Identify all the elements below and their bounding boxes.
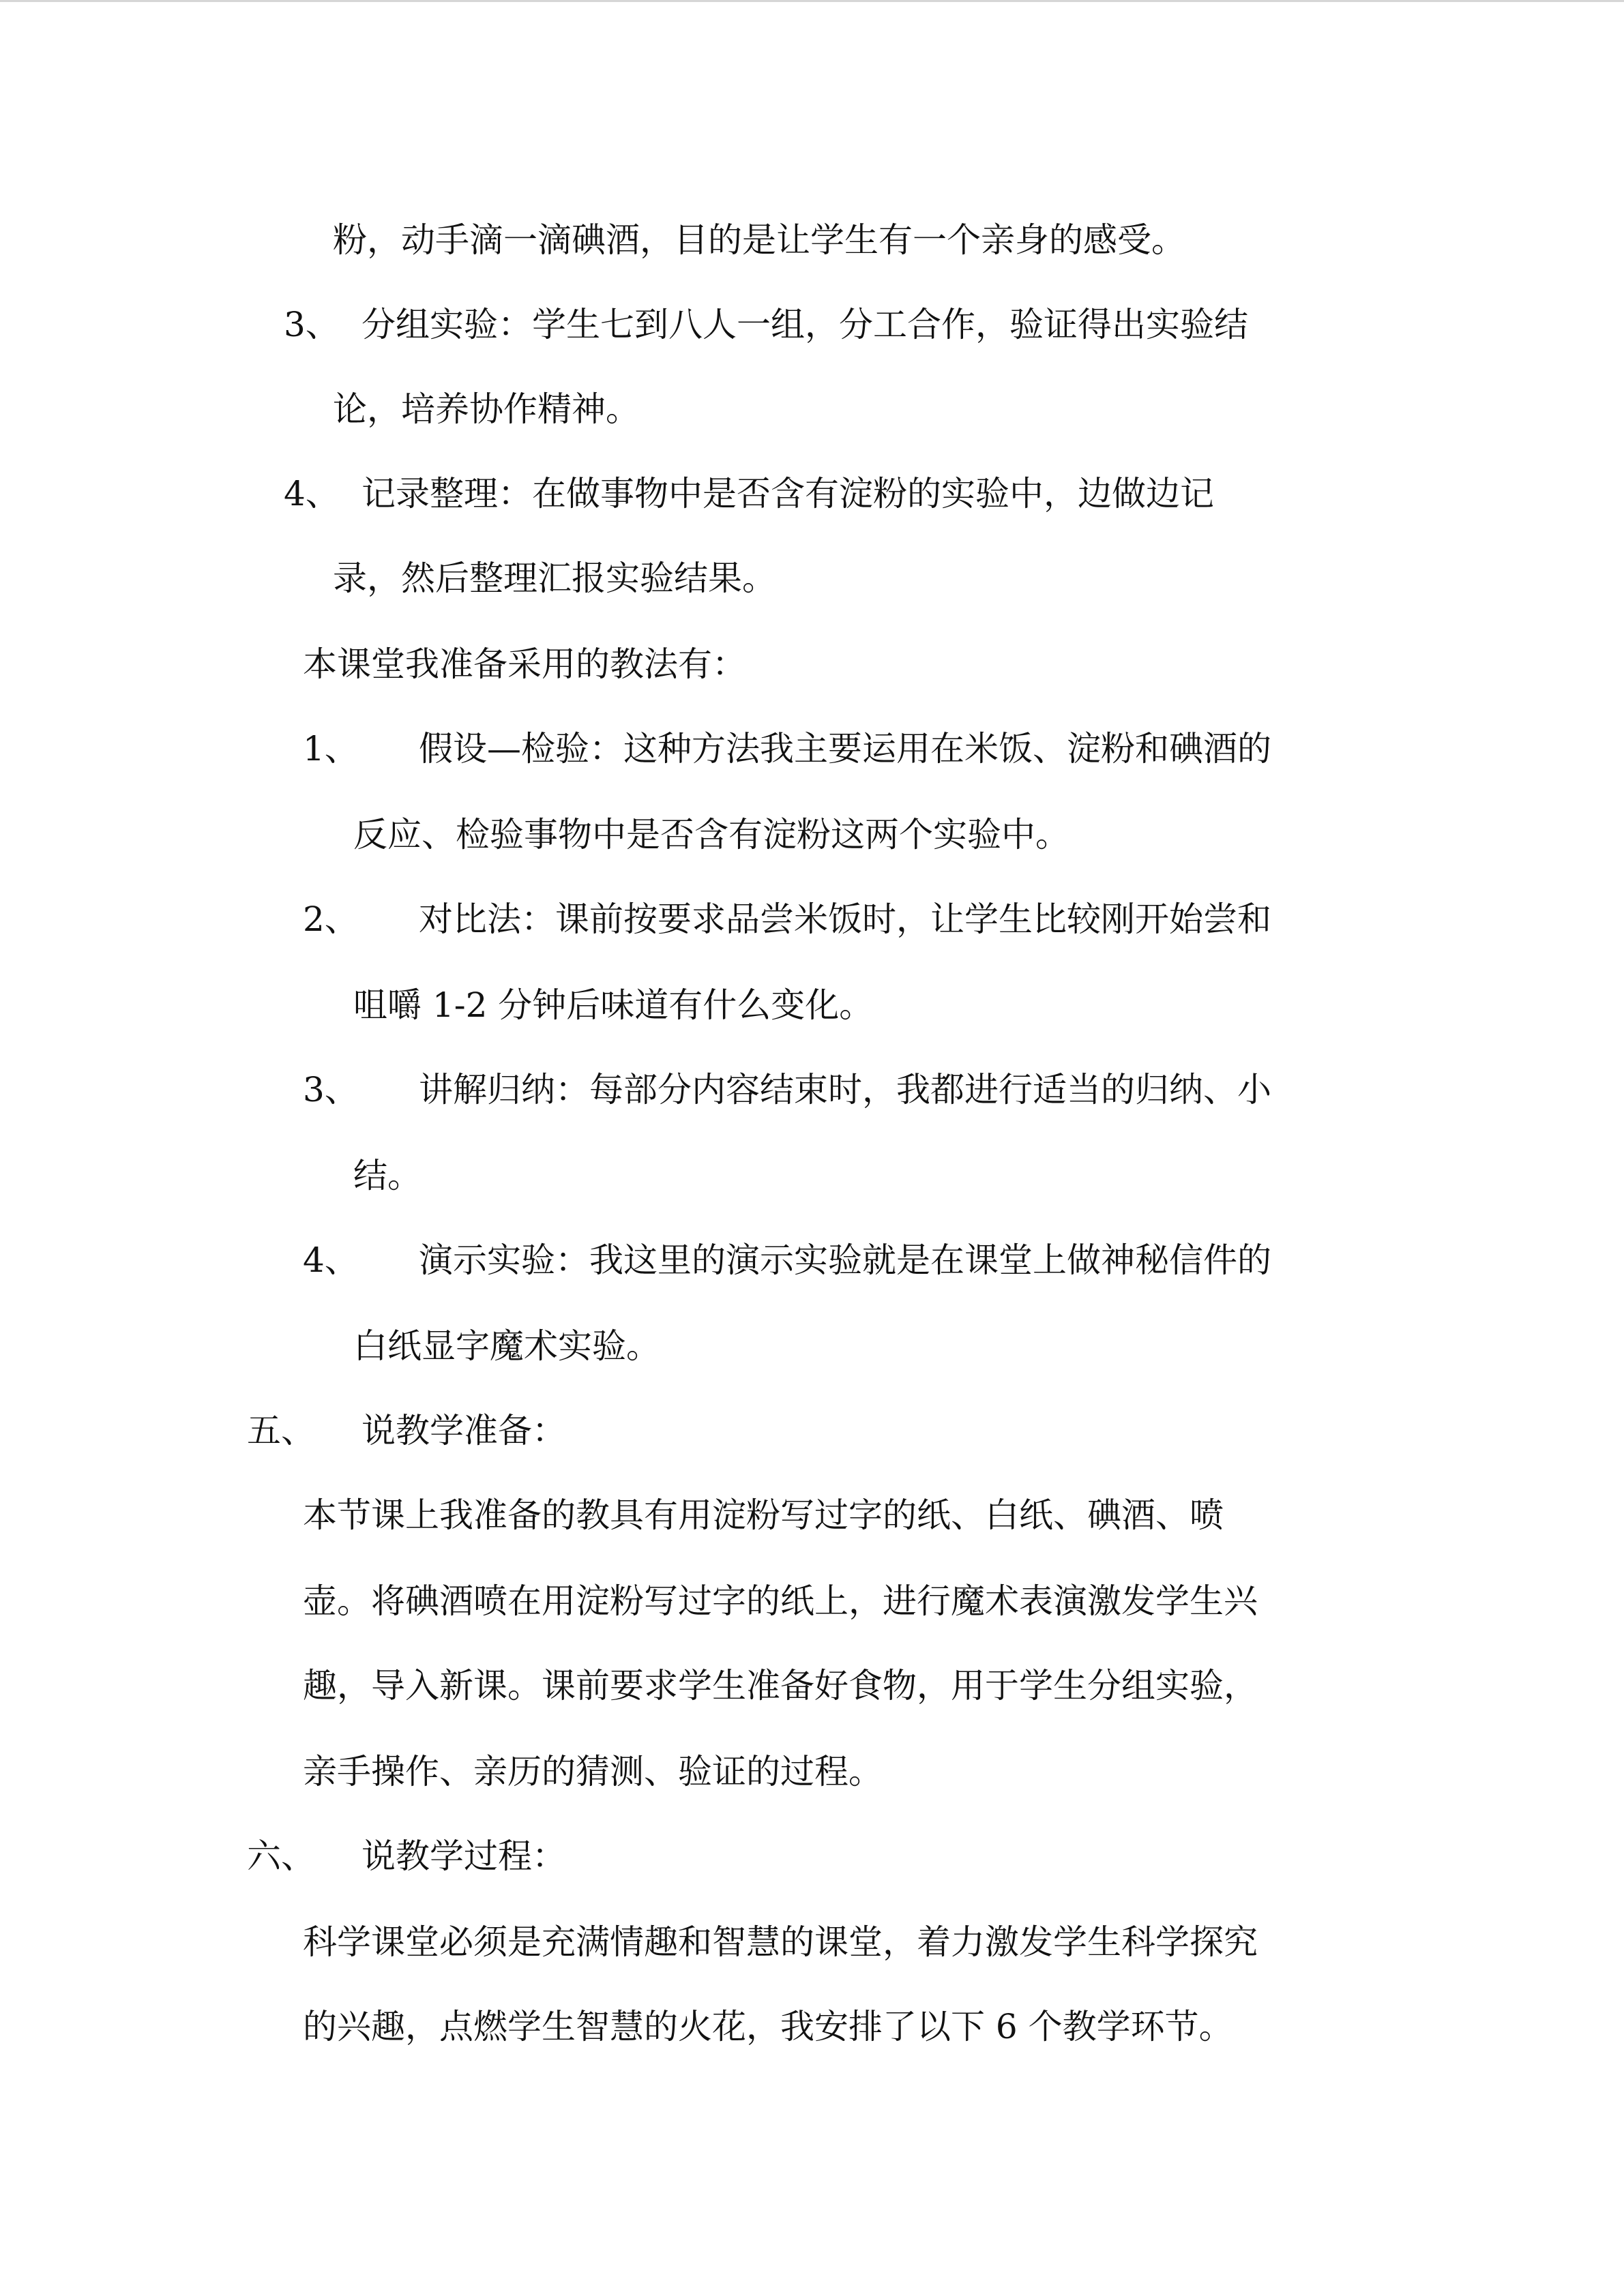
method-number-4: 4、: [303, 1240, 359, 1280]
method-3-line-1: 讲解归纳：每部分内容结束时，我都进行适当的归纳、小: [419, 1070, 1271, 1109]
methods-intro: 本课堂我准备采用的教法有：: [303, 644, 746, 684]
method-1-line-1: 假设—检验：这种方法我主要运用在米饭、淀粉和碘酒的: [419, 729, 1271, 769]
prep-line-2: 壶。将碘酒喷在用淀粉写过字的纸上，进行魔术表演激发学生兴: [303, 1581, 1258, 1621]
paragraph-continuation: 粉，动手滴一滴碘酒，目的是让学生有一个亲身的感受。: [333, 220, 1185, 260]
prep-line-4: 亲手操作、亲历的猜测、验证的过程。: [303, 1752, 883, 1791]
method-number-2: 2、: [303, 899, 359, 939]
list-item-4-line-2: 录，然后整理汇报实验结果。: [333, 558, 776, 598]
prep-line-3: 趣，导入新课。课前要求学生准备好食物，用于学生分组实验，: [303, 1666, 1258, 1705]
list-item-3-line-1: 分组实验：学生七到八人一组，分工合作，验证得出实验结: [361, 305, 1248, 344]
list-number-4: 4、: [284, 474, 340, 513]
list-item-4-line-1: 记录整理：在做事物中是否含有淀粉的实验中，边做边记: [361, 474, 1214, 513]
method-4-line-1: 演示实验：我这里的演示实验就是在课堂上做神秘信件的: [419, 1240, 1271, 1280]
process-line-2: 的兴趣，点燃学生智慧的火花，我安排了以下 6 个教学环节。: [303, 2007, 1233, 2046]
method-2-line-1: 对比法：课前按要求品尝米饭时，让学生比较刚开始尝和: [419, 899, 1271, 939]
method-2-line-2: 咀嚼 1-2 分钟后味道有什么变化。: [353, 985, 874, 1025]
process-line-1: 科学课堂必须是充满情趣和智慧的课堂，着力激发学生科学探究: [303, 1922, 1258, 1962]
method-3-line-2: 结。: [353, 1156, 422, 1195]
method-1-line-2: 反应、检验事物中是否含有淀粉这两个实验中。: [353, 815, 1069, 854]
method-4-line-2: 白纸显字魔术实验。: [353, 1326, 660, 1366]
section-number-5: 五、: [247, 1411, 315, 1450]
section-number-6: 六、: [247, 1836, 315, 1876]
method-number-3: 3、: [303, 1070, 359, 1109]
page-top-border: [0, 0, 1624, 2]
section-5-heading: 说教学准备：: [361, 1411, 566, 1450]
list-item-3-line-2: 论，培养协作精神。: [333, 389, 640, 429]
prep-line-1: 本节课上我准备的教具有用淀粉写过字的纸、白纸、碘酒、喷: [303, 1495, 1224, 1535]
list-number-3: 3、: [284, 305, 340, 344]
method-number-1: 1、: [303, 729, 359, 769]
section-6-heading: 说教学过程：: [361, 1836, 566, 1876]
